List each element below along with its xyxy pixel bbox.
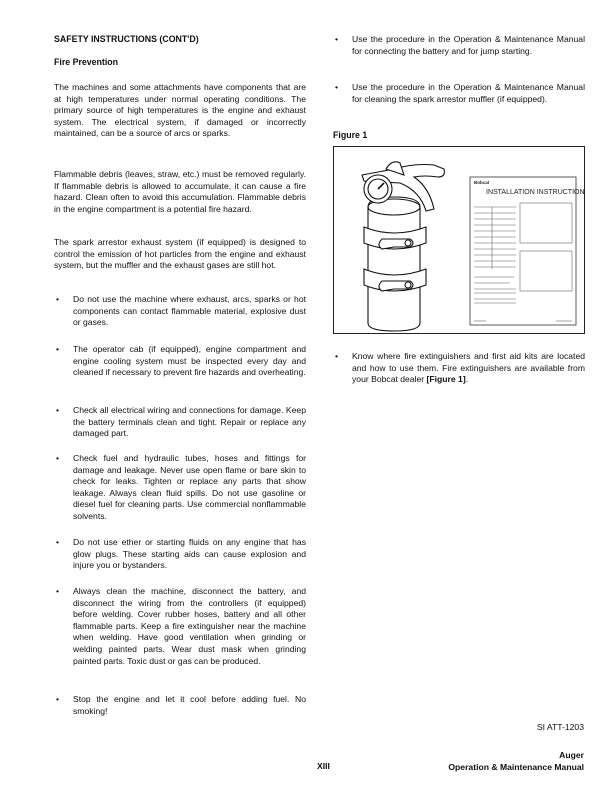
bullet-suffix: . bbox=[465, 374, 469, 385]
bullet-item bbox=[54, 453, 306, 523]
bullet-item bbox=[333, 34, 585, 57]
bullet-text: Check fuel and hydraulic tubes, hoses and fittings for damage and leakage. Never use open flame or bare skin to check for leaks. Tighten or replace any parts that show leakage. Always clean fluid spills. Do not use gasoline or diesel fuel for cleaning parts. Use commercial nonflammable solvents. bbox=[73, 453, 306, 521]
svg-text:Bobcat: Bobcat bbox=[474, 180, 490, 185]
bullet-item bbox=[54, 405, 306, 440]
bullet-icon: • bbox=[56, 294, 60, 304]
manual-title bbox=[448, 749, 584, 773]
bullet-text: Know where fire extinguishers and first aid kits are located and how to use them. Fire extinguishers are available from your Bobcat dealer bbox=[352, 351, 585, 385]
bullet-icon: • bbox=[335, 34, 339, 44]
paragraph-spark-arrestor: The spark arrestor exhaust system (if equipped) is designed to control the emission of hot particles from the engine and exhaust system, but the muffler and the exhaust gases are still hot. bbox=[54, 237, 306, 271]
bullet-text: Use the procedure in the Operation & Maintenance Manual for connecting the battery and for jump starting. bbox=[352, 34, 585, 56]
subsection-title: Fire Prevention bbox=[54, 57, 119, 67]
figure-1 bbox=[333, 146, 585, 334]
bullet-icon: • bbox=[56, 453, 60, 463]
bullet-text: Stop the engine and let it cool before adding fuel. No smoking! bbox=[73, 694, 306, 716]
paragraph-flammable-debris: Flammable debris (leaves, straw, etc.) must be removed regularly. If flammable debris is allowed to accumulate, it can cause a fire hazard. Clean often to avoid this accumulation. Flammable debris in the engine compartment is a potential fire hazard. bbox=[54, 169, 306, 214]
bullet-item bbox=[54, 344, 306, 379]
figure-illustration bbox=[334, 147, 584, 333]
bullet-text: Use the procedure in the Operation & Maintenance Manual for cleaning the spark arrestor muffler (if equipped). bbox=[352, 82, 585, 104]
bullet-item bbox=[54, 694, 306, 717]
bullet-icon: • bbox=[335, 82, 339, 92]
installation-instruction-sheet-icon bbox=[470, 177, 584, 325]
bullet-item bbox=[333, 351, 585, 386]
svg-text:INSTALLATION INSTRUCTION: INSTALLATION INSTRUCTION bbox=[486, 189, 584, 196]
section-title: SAFETY INSTRUCTIONS (CONT'D) bbox=[54, 34, 199, 44]
bullet-icon: • bbox=[56, 586, 60, 596]
bullet-item bbox=[54, 537, 306, 572]
bullet-item bbox=[54, 586, 306, 667]
fire-extinguisher-icon bbox=[362, 162, 444, 331]
bullet-text: Check all electrical wiring and connections for damage. Keep the battery terminals clean and tight. Repair or replace any damaged part. bbox=[73, 405, 306, 439]
bullet-item bbox=[333, 82, 585, 105]
figure-label: Figure 1 bbox=[333, 130, 368, 140]
bullet-text: Do not use ether or starting fluids on any engine that has glow plugs. These starting aids can cause explosion and injure you or bystanders. bbox=[73, 537, 306, 571]
bullet-text: The operator cab (if equipped), engine compartment and engine cooling system must be inspected every day and cleaned if necessary to prevent fire hazards and overheating. bbox=[73, 344, 306, 378]
paragraph-high-temperatures: The machines and some attachments have components that are at high temperatures under normal operating conditions. The primary source of high temperatures is the engine and exhaust system. The electrical system, if damaged or incorrectly maintained, can be a source of arcs or sparks. bbox=[54, 82, 306, 139]
bullet-icon: • bbox=[56, 405, 60, 415]
bullet-icon: • bbox=[56, 344, 60, 354]
bullet-icon: • bbox=[335, 351, 339, 361]
manual-title-line2: Operation & Maintenance Manual bbox=[448, 762, 584, 772]
bullet-icon: • bbox=[56, 537, 60, 547]
figure-reference: [Figure 1] bbox=[426, 374, 466, 385]
bullet-item bbox=[54, 294, 306, 329]
manual-title-line1: Auger bbox=[559, 750, 584, 760]
page-number: XIII bbox=[317, 761, 330, 771]
bullet-icon: • bbox=[56, 694, 60, 704]
bullet-text: Do not use the machine where exhaust, arcs, sparks or hot components can contact flammable material, explosive dust or gases. bbox=[73, 294, 306, 328]
bullet-text: Always clean the machine, disconnect the battery, and disconnect the wiring from the controllers (if equipped) before welding. Cover rubber hoses, battery and all other flammable parts. Keep a fire extinguisher near the machine when welding. Have good ventilation when grinding or welding painted parts. Wear dust mask when grinding painted parts. Toxic dust or gas can be produced. bbox=[73, 586, 306, 666]
document-code: SI ATT-1203 bbox=[536, 722, 584, 732]
